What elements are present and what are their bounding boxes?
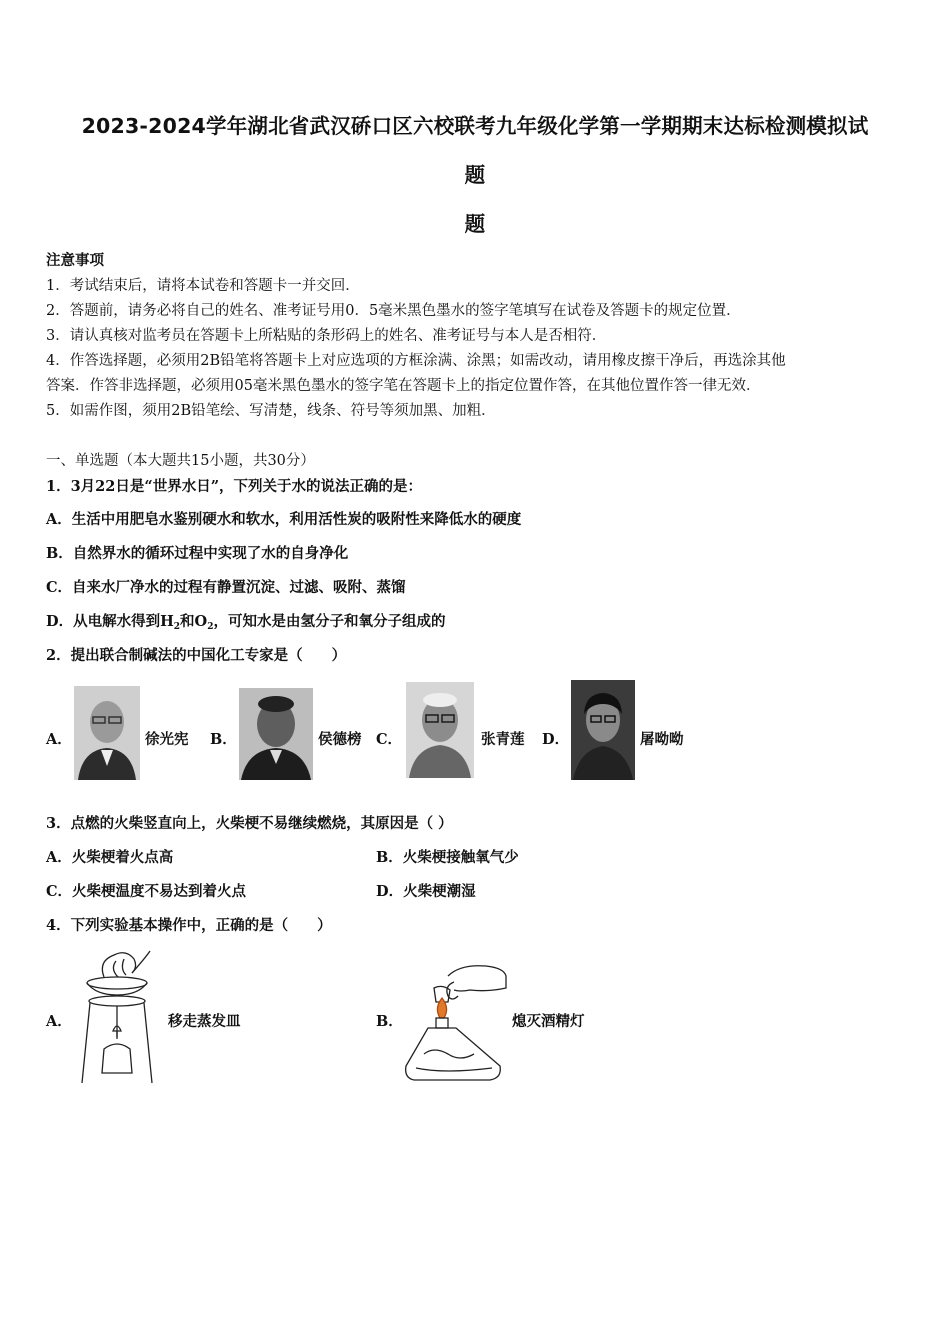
q2-option-a-letter: A．: [46, 731, 72, 748]
notice-item-1: 1．考试结束后，请将本试卷和答题卡一并交回．: [46, 278, 360, 294]
alcohol-lamp-illustration: [404, 962, 508, 1088]
q3-option-a: A．火柴梗着火点高: [46, 849, 174, 866]
q4-option-b-letter: B．: [376, 1013, 403, 1030]
portrait-tu-youyou: [571, 680, 635, 780]
portrait-zhang-qinglian: [406, 682, 474, 778]
notice-item-2: 2．答题前，请务必将自己的姓名、准考证号用0．5毫米黑色墨水的签字笔填写在试卷及答题卡的规定位置．: [46, 303, 741, 319]
q3-option-c: C．火柴梗温度不易达到着火点: [46, 883, 247, 900]
q1-d-sub-1: 2: [173, 622, 181, 632]
section-heading: 一、单选题（本大题共15小题，共30分）: [46, 453, 315, 469]
q3-option-b: B．火柴梗接触氧气少: [376, 849, 519, 866]
portrait-xu-guangxian: [74, 686, 140, 780]
exam-title-line-2: 题: [464, 163, 486, 187]
notice-item-4-cont: 答案．作答非选择题，必须用05毫米黑色墨水的签字笔在答题卡上的指定位置作答，在其他位置作答一律无效．: [46, 378, 761, 394]
q4-stem: 4．下列实验基本操作中，正确的是（ ）: [46, 917, 332, 934]
q3-option-d: D．火柴梗潮湿: [376, 883, 476, 900]
q1-d-text-3: ，可知水是由氢分子和氧分子组成的: [213, 613, 446, 630]
q2-stem: 2．提出联合制碱法的中国化工专家是（ ）: [46, 647, 347, 664]
evaporating-dish-illustration: [76, 947, 158, 1091]
q2-option-b-letter: B．: [210, 731, 237, 748]
notice-heading: 注意事项: [46, 252, 104, 269]
q4-option-a-label: 移走蒸发皿: [168, 1013, 241, 1030]
q1-option-c: C．自来水厂净水的过程有静置沉淀、过滤、吸附、蒸馏: [46, 579, 406, 596]
notice-item-5: 5．如需作图，须用2B铅笔绘、写清楚，线条、符号等须加黑、加粗．: [46, 403, 496, 419]
q2-option-a-name: 徐光宪: [145, 731, 189, 748]
q2-option-c-letter: C．: [376, 731, 403, 748]
q4-option-a-letter: A．: [46, 1013, 72, 1030]
q2-option-c-name: 张青莲: [481, 731, 525, 748]
portrait-hou-debang: [239, 688, 313, 780]
q1-d-sub-2: 2: [207, 622, 214, 632]
q1-d-text-1: D．从电解水得到H: [46, 613, 174, 630]
q1-stem: 1．3月22日是“世界水日”，下列关于水的说法正确的是：: [46, 478, 423, 495]
q4-option-b-label: 熄灭酒精灯: [512, 1013, 585, 1030]
exam-title-line-1: 2023-2024学年湖北省武汉硚口区六校联考九年级化学第一学期期末达标检测模拟试: [81, 114, 869, 138]
notice-item-3: 3．请认真核对监考员在答题卡上所粘贴的条形码上的姓名、准考证号与本人是否相符．: [46, 328, 607, 344]
notice-item-4: 4．作答选择题，必须用2B铅笔将答题卡上对应选项的方框涂满、涂黑；如需改动，请用橡皮擦干净后，再选涂其他: [46, 353, 786, 369]
q2-option-d-name: 屠呦呦: [640, 731, 684, 748]
q2-option-b-name: 侯德榜: [318, 731, 362, 748]
q2-option-d-letter: D．: [542, 731, 570, 748]
q1-d-text-2: 和O: [180, 613, 208, 630]
q1-option-a: A．生活中用肥皂水鉴别硬水和软水，利用活性炭的吸附性来降低水的硬度: [46, 511, 522, 528]
exam-title-line-3: 题: [464, 212, 486, 236]
q1-option-b: B．自然界水的循环过程中实现了水的自身净化: [46, 545, 349, 562]
q1-option-d: [46, 612, 445, 632]
q3-stem: 3．点燃的火柴竖直向上，火柴梗不易继续燃烧，其原因是（ ）: [46, 815, 453, 832]
